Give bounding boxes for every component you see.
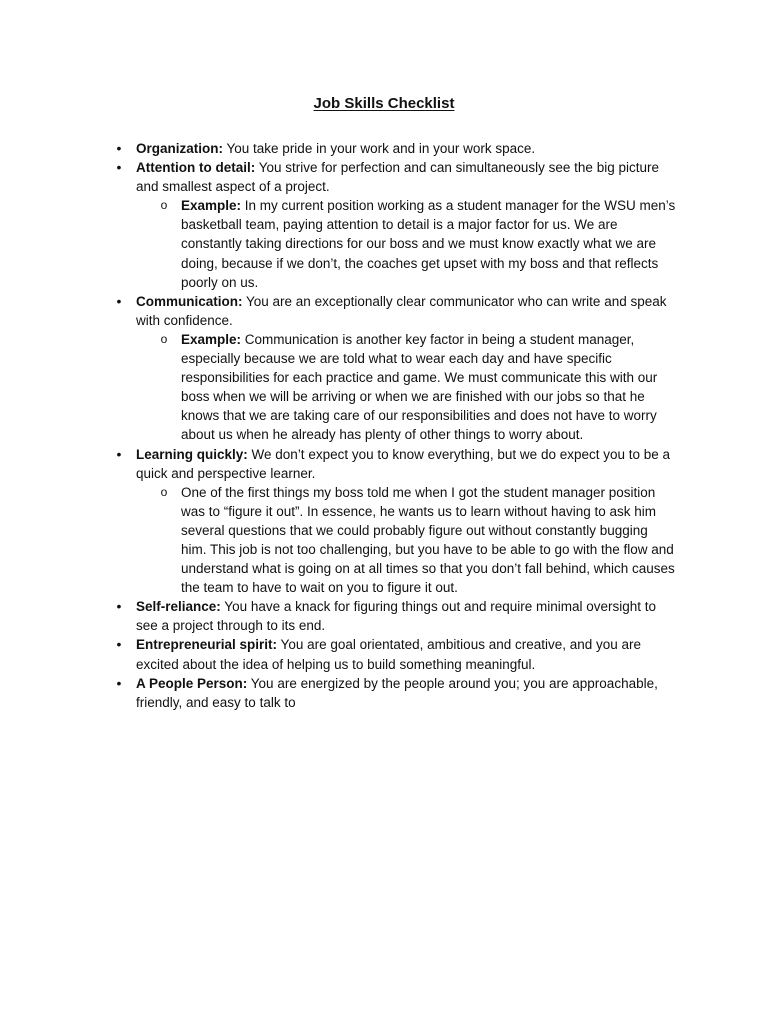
sub-item-text: In my current position working as a student manager for the WSU men’s basketball team, paying attention to detail is a major factor for us. We are constantly taking directions for our boss and we must know exactly what we are doing, because if we don’t, the coaches get upset with my boss and that reflects poorly on us. — [181, 198, 676, 290]
item-text: You are an exceptionally clear communicator who can write and speak with confidence. — [136, 293, 667, 328]
checklist — [0, 139, 768, 712]
sub-item-label: Example: — [181, 198, 242, 214]
item-text: You are goal orientated, ambitious and creative, and you are excited about the idea of helping us to build something meaningful. — [136, 637, 642, 672]
list-item-organization — [116, 139, 678, 158]
list-item-people-person — [116, 674, 678, 712]
sub-bullet-icon: o — [160, 484, 168, 499]
sub-item-text: One of the first things my boss told me when I got the student manager position was to “figure it out”. In essence, he wants us to learn without having to ask him several questions that we could probably figure out without constantly bugging him. This job is not too challenging, but you have to be able to go with the flow and understand what is going on at all times so that you don’t fall behind, which causes the team to have to wait on you to figure it out. — [181, 484, 675, 596]
item-text: We don’t expect you to know everything, but we do expect you to be a quick and perspective learner. — [136, 446, 671, 481]
bullet-icon: • — [116, 598, 122, 615]
item-label: A People Person: — [136, 675, 248, 691]
list-item-attention-to-detail — [116, 158, 678, 196]
item-label: Communication: — [136, 293, 243, 309]
sub-item-learning-example — [160, 483, 677, 598]
sub-item-label: Example: — [181, 331, 242, 347]
sub-item-text: Communication is another key factor in being a student manager, especially because we are told what to wear each day and have specific responsibilities for each practice and game. We must communicate this with our boss when we will be arriving or when we are finished with our jobs so that he knows that we are taking care of our responsibilities and does not have to worry about us when he already has plenty of other things to worry about. — [181, 331, 658, 443]
item-label: Entrepreneurial spirit: — [136, 637, 278, 653]
list-item-self-reliance — [116, 597, 678, 635]
item-text: You take pride in your work and in your work space. — [223, 141, 536, 156]
bullet-icon: • — [116, 674, 122, 691]
list-item-learning-quickly — [116, 445, 678, 483]
bullet-icon: • — [116, 140, 122, 156]
list-item-entrepreneurial-spirit — [116, 635, 678, 673]
item-label: Attention to detail: — [136, 160, 256, 176]
item-label: Self-reliance: — [136, 599, 221, 615]
sub-item-communication-example — [160, 330, 677, 445]
item-text: You are energized by the people around you; you are approachable, friendly, and easy to talk to — [136, 675, 658, 710]
bullet-icon: • — [116, 159, 122, 176]
item-text: You strive for perfection and can simultaneously see the big picture and smallest aspect of a project. — [136, 160, 659, 195]
list-item-communication — [116, 292, 678, 330]
item-label: Organization: — [136, 141, 223, 156]
item-label: Learning quickly: — [136, 446, 248, 462]
sub-bullet-icon: o — [160, 331, 168, 346]
sub-item-attention-example — [160, 196, 677, 291]
bullet-icon: • — [116, 636, 122, 653]
sub-bullet-icon: o — [160, 198, 168, 213]
page-title: Job Skills Checklist — [313, 95, 455, 112]
bullet-icon: • — [116, 445, 122, 462]
item-text: You have a knack for figuring things out and require minimal oversight to see a project through to its end. — [136, 599, 657, 634]
bullet-icon: • — [116, 292, 122, 309]
